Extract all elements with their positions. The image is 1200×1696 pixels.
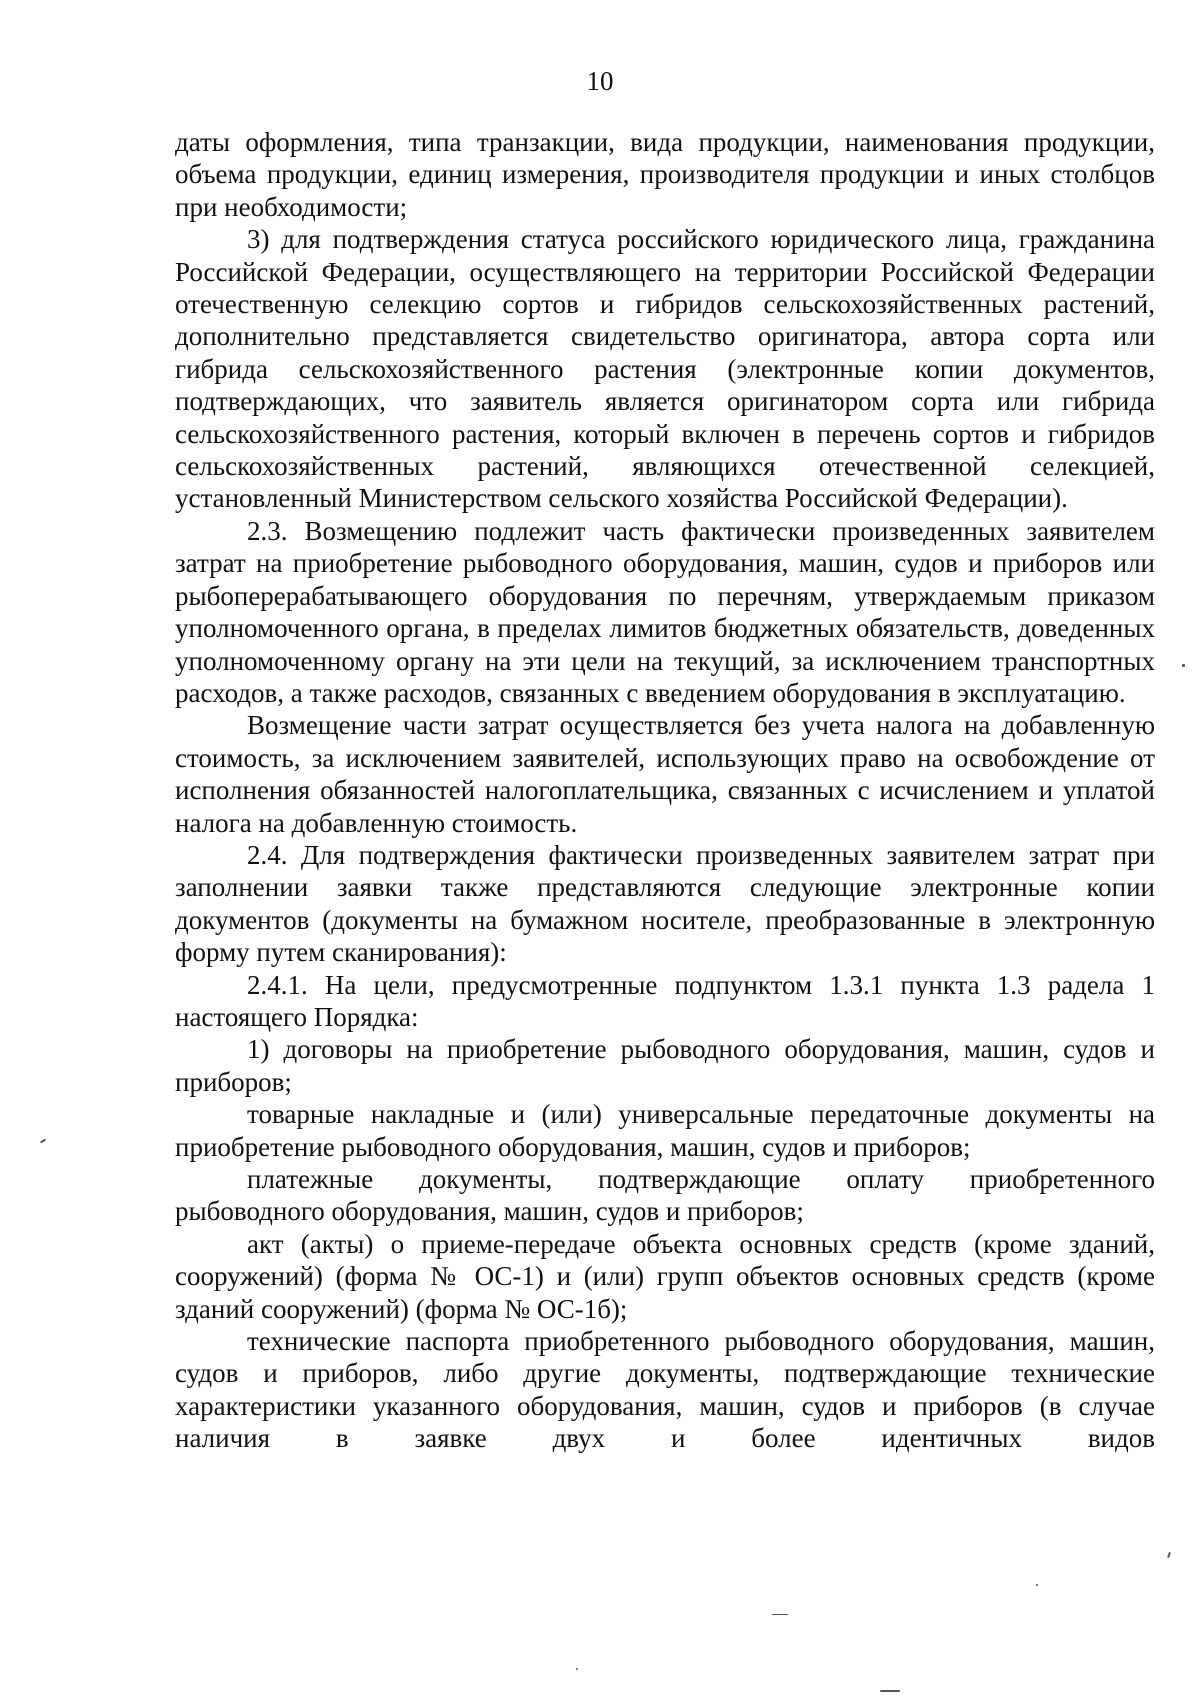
- paragraph-2: 3) для подтверждения статуса российского юридического лица, гражданина Российской Федерации, осуществляющего на территории Российской Федерации отечественную селекцию сортов и гибридов сельскохозяйственных растений, дополнительно представляется свидетельство оригинатора, автора сорта или гибрида сельскохозяйственного растения (электронные копии документов, подтверждающих, что заявитель является оригинатором сорта или гибрида сельскохозяйственного растения, который включен в перечень сортов и гибридов сельскохозяйственных растений, являющихся отечественной селекцией, установленный Министерством сельского хозяйства Российской Федерации).: [175, 224, 1155, 514]
- scan-speck: [1036, 1584, 1038, 1586]
- paragraph-5: 2.4. Для подтверждения фактически произведенных заявителем затрат при заполнении заявки также представляются следующие электронные копии документов (документы на бумажном носителе, преобразованные в электронную форму путем сканирования):: [175, 839, 1155, 968]
- document-body: [175, 126, 1155, 1455]
- scan-speck: [576, 1668, 578, 1670]
- paragraph-1: даты оформления, типа транзакции, вида продукции, наименования продукции, объема продукции, единиц измерения, производителя продукции и иных столбцов при необходимости;: [175, 127, 1155, 222]
- scan-speck: [40, 1139, 46, 1144]
- paragraph-6: 2.4.1. На цели, предусмотренные подпунктом 1.3.1 пункта 1.3 радела 1 настоящего Порядка:: [175, 969, 1155, 1032]
- paragraph-10: акт (акты) о приеме-передаче объекта основных средств (кроме зданий, сооружений) (форма № ОС-1) и (или) групп объектов основных средств (кроме зданий сооружений) (форма № ОС-1б);: [175, 1228, 1155, 1324]
- paragraph-3: 2.3. Возмещению подлежит часть фактически произведенных заявителем затрат на приобретение рыбоводного оборудования, машин, судов и приборов или рыбоперерабатывающего оборудования по перечням, утверждаемым приказом уполномоченного органа, в пределах лимитов бюджетных обязательств, доведенных уполномоченному органу на эти цели на текущий, за исключением транспортных расходов, а также расходов, связанных с введением оборудования в эксплуатацию.: [175, 515, 1155, 708]
- paragraph-7: 1) договоры на приобретение рыбоводного оборудования, машин, судов и приборов;: [175, 1034, 1155, 1097]
- scan-speck: [1182, 664, 1185, 667]
- paragraph-8: товарные накладные и (или) универсальные передаточные документы на приобретение рыбоводного оборудования, машин, судов и приборов;: [175, 1099, 1155, 1162]
- scan-speck: [772, 1614, 788, 1615]
- paragraph-9: платежные документы, подтверждающие оплату приобретенного рыбоводного оборудования, машин, судов и приборов;: [175, 1164, 1155, 1227]
- scan-speck: [880, 1690, 900, 1692]
- paragraph-11: технические паспорта приобретенного рыбоводного оборудования, машин, судов и приборов, либо другие документы, подтверждающие технические характеристики указанного оборудования, машин, судов и приборов (в случае наличия в заявке двух и более идентичных видов: [175, 1326, 1155, 1454]
- scan-speck: [1167, 1552, 1171, 1558]
- paragraph-4: Возмещение части затрат осуществляется без учета налога на добавленную стоимость, за исключением заявителей, использующих право на освобождение от исполнения обязанностей налогоплательщика, связанных с исчислением и уплатой налога на добавленную стоимость.: [175, 710, 1155, 838]
- page-number: 10: [586, 66, 614, 96]
